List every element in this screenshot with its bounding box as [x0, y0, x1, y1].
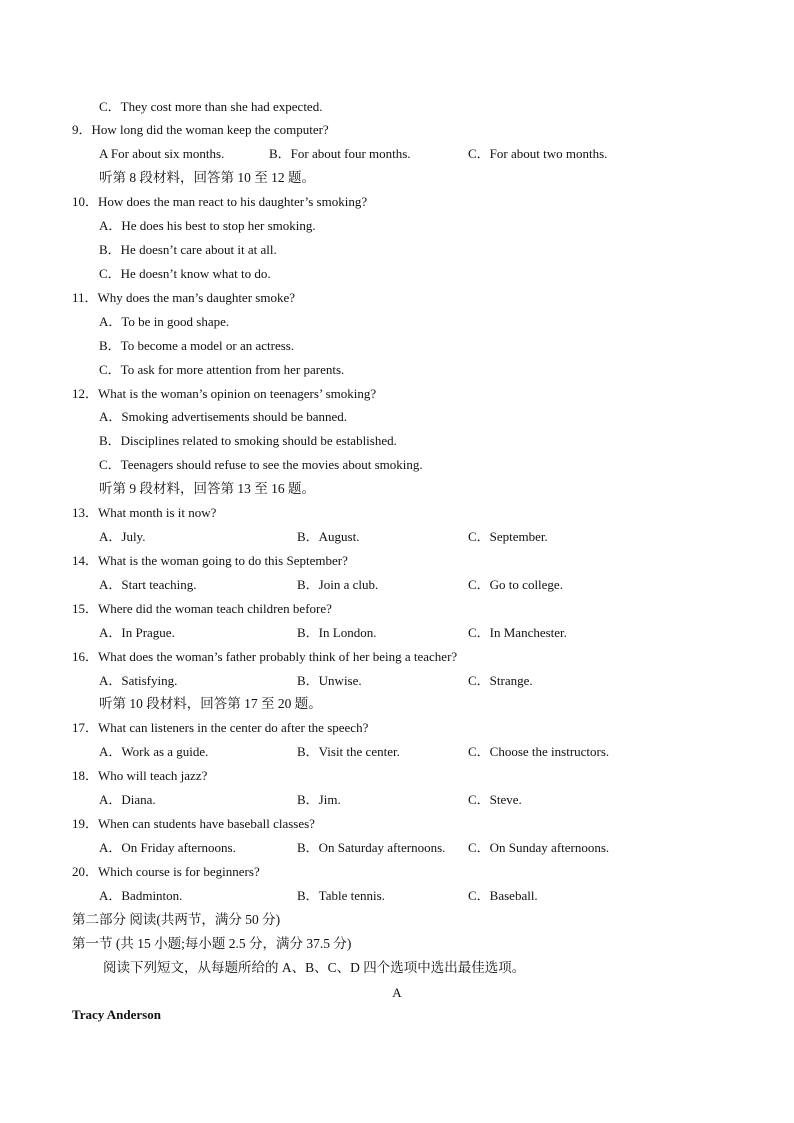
- q18-option-c: C．Steve.: [468, 792, 522, 807]
- q10-option-c: C．He doesn’t know what to do.: [99, 266, 271, 281]
- q10-option-b: B．He doesn’t care about it at all.: [99, 242, 277, 257]
- q17-stem: 17．What can listeners in the center do after the speech?: [72, 720, 369, 735]
- q10-stem: 10．How does the man react to his daughter’s smoking?: [72, 194, 368, 209]
- q14-option-c: C．Go to college.: [468, 577, 563, 592]
- q9-option-a: A For about six months.: [99, 146, 225, 161]
- section-10-instruction: 听第 10 段材料，回答第 17 至 20 题。: [99, 696, 322, 711]
- q15-option-a: A．In Prague.: [99, 625, 175, 640]
- q17-option-a: A．Work as a guide.: [99, 744, 209, 759]
- q15-option-b: B．In London.: [297, 625, 377, 640]
- part-two-heading: 第二部分 阅读(共两节，满分 50 分): [72, 912, 281, 927]
- q12-option-b: B．Disciplines related to smoking should be established.: [99, 433, 397, 448]
- q20-option-b: B．Table tennis.: [297, 888, 385, 903]
- q9-option-c: C．For about two months.: [468, 146, 608, 161]
- q19-option-c: C．On Sunday afternoons.: [468, 840, 610, 855]
- q14-option-b: B．Join a club.: [297, 577, 379, 592]
- q19-stem: 19．When can students have baseball classes?: [72, 816, 315, 831]
- q13-option-a: A．July.: [99, 529, 146, 544]
- q16-option-b: B．Unwise.: [297, 673, 362, 688]
- q15-option-c: C．In Manchester.: [468, 625, 567, 640]
- q13-option-b: B．August.: [297, 529, 360, 544]
- q15-stem: 15．Where did the woman teach children before?: [72, 601, 332, 616]
- q12-stem: 12．What is the woman’s opinion on teenagers’ smoking?: [72, 386, 377, 401]
- q20-stem: 20．Which course is for beginners?: [72, 864, 260, 879]
- section-9-instruction: 听第 9 段材料，回答第 13 至 16 题。: [99, 481, 315, 496]
- q20-option-a: A．Badminton.: [99, 888, 183, 903]
- reading-instruction: 阅读下列短文，从每题所给的 A、B、C、D 四个选项中选出最佳选项。: [103, 960, 526, 975]
- q9-stem: 9．How long did the woman keep the computer?: [72, 122, 329, 137]
- q19-option-b: B．On Saturday afternoons.: [297, 840, 446, 855]
- q11-option-b: B．To become a model or an actress.: [99, 338, 295, 353]
- q13-stem: 13．What month is it now?: [72, 505, 217, 520]
- q18-option-b: B．Jim.: [297, 792, 341, 807]
- q16-option-c: C．Strange.: [468, 673, 533, 688]
- q11-option-c: C．To ask for more attention from her parents.: [99, 362, 345, 377]
- q10-option-a: A．He does his best to stop her smoking.: [99, 218, 316, 233]
- q14-stem: 14．What is the woman going to do this September?: [72, 553, 348, 568]
- q9-option-b: B．For about four months.: [269, 146, 411, 161]
- q17-option-b: B．Visit the center.: [297, 744, 400, 759]
- q12-option-c: C．Teenagers should refuse to see the movies about smoking.: [99, 457, 423, 472]
- q13-option-c: C．September.: [468, 529, 548, 544]
- q12-option-a: A．Smoking advertisements should be banned.: [99, 409, 348, 424]
- q17-option-c: C．Choose the instructors.: [468, 744, 610, 759]
- q20-option-c: C．Baseball.: [468, 888, 538, 903]
- q18-option-a: A．Diana.: [99, 792, 156, 807]
- q16-stem: 16．What does the woman’s father probably think of her being a teacher?: [72, 649, 458, 664]
- q11-option-a: A．To be in good shape.: [99, 314, 230, 329]
- section-8-instruction: 听第 8 段材料，回答第 10 至 12 题。: [99, 170, 315, 185]
- q11-stem: 11．Why does the man’s daughter smoke?: [72, 290, 295, 305]
- q16-option-a: A．Satisfying.: [99, 673, 178, 688]
- q18-stem: 18．Who will teach jazz?: [72, 768, 208, 783]
- q19-option-a: A．On Friday afternoons.: [99, 840, 236, 855]
- passage-title: Tracy Anderson: [72, 1007, 161, 1022]
- q14-option-a: A．Start teaching.: [99, 577, 197, 592]
- q8-option-c: C．They cost more than she had expected.: [99, 99, 323, 114]
- section-one-heading: 第一节 (共 15 小题;每小题 2.5 分，满分 37.5 分): [72, 936, 352, 951]
- passage-letter: A: [392, 985, 402, 1000]
